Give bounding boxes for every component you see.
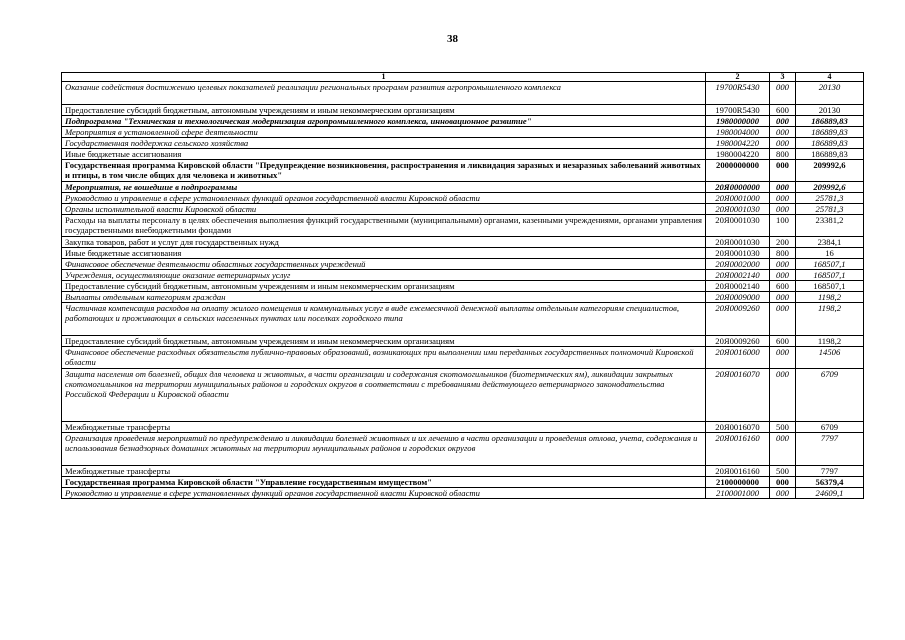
row-sum-cell: 168507,1 (796, 270, 864, 281)
row-name-cell: Закупка товаров, работ и услуг для государственных нужд (62, 237, 706, 248)
row-code-cell: 20Я0016160 (706, 466, 770, 477)
table-row (62, 248, 864, 259)
row-name-cell: Подпрограмма "Техническая и технологическая модернизация агропромышленного комплекса, инновационное развитие" (62, 116, 706, 127)
row-name-cell: Иные бюджетные ассигнования (62, 149, 706, 160)
row-sum-cell: 14506 (796, 347, 864, 369)
row-name-cell: Государственная программа Кировской области "Управление государственным имуществом" (62, 477, 706, 488)
row-sum-cell: 24609,1 (796, 488, 864, 499)
row-code-cell: 20Я0000000 (706, 182, 770, 193)
row-code-cell: 20Я0001000 (706, 193, 770, 204)
row-sum-cell: 186889,83 (796, 116, 864, 127)
table-row (62, 182, 864, 193)
row-sum-cell: 23381,2 (796, 215, 864, 237)
row-code-cell: 20Я0009260 (706, 336, 770, 347)
row-name-cell: Организация проведения мероприятий по предупреждению и ликвидации болезней животных и их лечению в части организации и проведения отлова, учета, содержания и использования безнадзорных домашних животных на территории муниципальных районов и городских округов (62, 433, 706, 466)
row-sum-cell: 209992,6 (796, 160, 864, 182)
table-row (62, 116, 864, 127)
table-row (62, 160, 864, 182)
table-header-row (62, 73, 864, 82)
table-row (62, 336, 864, 347)
row-name-cell: Предоставление субсидий бюджетным, автономным учреждениям и иным некоммерческим организациям (62, 105, 706, 116)
row-vr-cell: 000 (770, 82, 796, 105)
table-row (62, 204, 864, 215)
row-vr-cell: 000 (770, 138, 796, 149)
header-cell-name: 1 (62, 73, 706, 82)
row-sum-cell: 25781,3 (796, 193, 864, 204)
row-sum-cell: 6709 (796, 369, 864, 422)
table-row (62, 477, 864, 488)
table-row (62, 270, 864, 281)
row-name-cell: Выплаты отдельным категориям граждан (62, 292, 706, 303)
row-vr-cell: 200 (770, 237, 796, 248)
row-code-cell: 1980004000 (706, 127, 770, 138)
row-code-cell: 20Я0016070 (706, 422, 770, 433)
table-row (62, 138, 864, 149)
row-vr-cell: 000 (770, 303, 796, 336)
table-row (62, 433, 864, 466)
row-sum-cell: 16 (796, 248, 864, 259)
row-sum-cell: 25781,3 (796, 204, 864, 215)
row-name-cell: Финансовое обеспечение деятельности областных государственных учреждений (62, 259, 706, 270)
row-code-cell: 20Я0009260 (706, 303, 770, 336)
row-sum-cell: 20130 (796, 82, 864, 105)
table-row (62, 82, 864, 105)
row-vr-cell: 000 (770, 160, 796, 182)
table-row (62, 193, 864, 204)
row-code-cell: 20Я0002140 (706, 270, 770, 281)
row-sum-cell: 168507,1 (796, 281, 864, 292)
row-name-cell: Иные бюджетные ассигнования (62, 248, 706, 259)
header-cell-vr: 3 (770, 73, 796, 82)
row-vr-cell: 000 (770, 116, 796, 127)
table-row (62, 259, 864, 270)
row-vr-cell: 100 (770, 215, 796, 237)
row-vr-cell: 000 (770, 259, 796, 270)
row-sum-cell: 186889,83 (796, 138, 864, 149)
table-row (62, 127, 864, 138)
row-code-cell: 20Я0002140 (706, 281, 770, 292)
table-row (62, 488, 864, 499)
row-code-cell: 20Я0016070 (706, 369, 770, 422)
row-code-cell: 1980000000 (706, 116, 770, 127)
row-sum-cell: 2384,1 (796, 237, 864, 248)
row-code-cell: 20Я0016160 (706, 433, 770, 466)
table-row (62, 466, 864, 477)
row-code-cell: 20Я0016000 (706, 347, 770, 369)
row-code-cell: 19700R5430 (706, 105, 770, 116)
row-sum-cell: 6709 (796, 422, 864, 433)
row-sum-cell: 1198,2 (796, 336, 864, 347)
row-vr-cell: 000 (770, 204, 796, 215)
row-name-cell: Органы исполнительной власти Кировской области (62, 204, 706, 215)
row-sum-cell: 186889,83 (796, 149, 864, 160)
row-vr-cell: 000 (770, 127, 796, 138)
row-name-cell: Руководство и управление в сфере установленных функций органов государственной власти Кировской области (62, 193, 706, 204)
row-name-cell: Межбюджетные трансферты (62, 466, 706, 477)
row-sum-cell: 20130 (796, 105, 864, 116)
row-name-cell: Мероприятия в установленной сфере деятельности (62, 127, 706, 138)
table-row (62, 347, 864, 369)
row-vr-cell: 600 (770, 336, 796, 347)
row-code-cell: 1980004220 (706, 138, 770, 149)
row-name-cell: Учреждения, осуществляющие оказание ветеринарных услуг (62, 270, 706, 281)
row-code-cell: 2100001000 (706, 488, 770, 499)
row-vr-cell: 600 (770, 105, 796, 116)
row-code-cell: 1980004220 (706, 149, 770, 160)
row-sum-cell: 7797 (796, 433, 864, 466)
table-row (62, 422, 864, 433)
header-cell-code: 2 (706, 73, 770, 82)
row-name-cell: Предоставление субсидий бюджетным, автономным учреждениям и иным некоммерческим организациям (62, 281, 706, 292)
row-name-cell: Финансовое обеспечение расходных обязательств публично-правовых образований, возникающих при выполнении ими переданных государственных полномочий Кировской области (62, 347, 706, 369)
row-name-cell: Защита населения от болезней, общих для человека и животных, в части организации и содержания скотомогильников (биотермических ям), ликвидации закрытых скотомогильников на территории муниципальных районов и городских округов в соответствии с требованиями действующего ветеринарного законодательства Российской Федерации и Кировской области (62, 369, 706, 422)
row-vr-cell: 000 (770, 193, 796, 204)
row-code-cell: 20Я0001030 (706, 237, 770, 248)
table-row (62, 215, 864, 237)
row-sum-cell: 7797 (796, 466, 864, 477)
row-code-cell: 20Я0009000 (706, 292, 770, 303)
header-cell-sum: 4 (796, 73, 864, 82)
row-vr-cell: 000 (770, 347, 796, 369)
table-row (62, 303, 864, 336)
row-code-cell: 2100000000 (706, 477, 770, 488)
table-row (62, 281, 864, 292)
row-code-cell: 20Я0001030 (706, 248, 770, 259)
row-name-cell: Оказание содействия достижению целевых показателей реализации региональных программ развития агропромышленного комплекса (62, 82, 706, 105)
table-row (62, 149, 864, 160)
row-name-cell: Предоставление субсидий бюджетным, автономным учреждениям и иным некоммерческим организациям (62, 336, 706, 347)
row-vr-cell: 000 (770, 488, 796, 499)
row-name-cell: Частичная компенсация расходов на оплату жилого помещения и коммунальных услуг в виде ежемесячной денежной выплаты отдельным категориям специалистов, работающих и проживающих в сельских населенных пунктах или поселках городского типа (62, 303, 706, 336)
budget-table (61, 72, 864, 499)
row-code-cell: 19700R5430 (706, 82, 770, 105)
row-name-cell: Государственная поддержка сельского хозяйства (62, 138, 706, 149)
row-sum-cell: 56379,4 (796, 477, 864, 488)
row-vr-cell: 800 (770, 149, 796, 160)
row-name-cell: Расходы на выплаты персоналу в целях обеспечения выполнения функций государственными (муниципальными) органами, казенными учреждениями, органами управления государственными внебюджетными фондами (62, 215, 706, 237)
row-vr-cell: 800 (770, 248, 796, 259)
table-row (62, 292, 864, 303)
row-vr-cell: 000 (770, 292, 796, 303)
row-sum-cell: 168507,1 (796, 259, 864, 270)
row-sum-cell: 186889,83 (796, 127, 864, 138)
row-name-cell: Государственная программа Кировской области "Предупреждение возникновения, распространения и ликвидация заразных и незаразных заболеваний животных и птицы, в том числе общих для человека и животных" (62, 160, 706, 182)
row-code-cell: 20Я0001030 (706, 204, 770, 215)
row-sum-cell: 209992,6 (796, 182, 864, 193)
table-row (62, 105, 864, 116)
row-vr-cell: 000 (770, 369, 796, 422)
row-name-cell: Руководство и управление в сфере установленных функций органов государственной власти Кировской области (62, 488, 706, 499)
row-sum-cell: 1198,2 (796, 292, 864, 303)
row-vr-cell: 500 (770, 466, 796, 477)
row-code-cell: 20Я0001030 (706, 215, 770, 237)
row-vr-cell: 000 (770, 270, 796, 281)
row-vr-cell: 000 (770, 477, 796, 488)
row-vr-cell: 000 (770, 182, 796, 193)
row-vr-cell: 600 (770, 281, 796, 292)
row-code-cell: 2000000000 (706, 160, 770, 182)
table-row (62, 237, 864, 248)
row-name-cell: Межбюджетные трансферты (62, 422, 706, 433)
row-name-cell: Мероприятия, не вошедшие в подпрограммы (62, 182, 706, 193)
page-number: 38 (447, 33, 458, 45)
row-vr-cell: 000 (770, 433, 796, 466)
row-code-cell: 20Я0002000 (706, 259, 770, 270)
row-vr-cell: 500 (770, 422, 796, 433)
row-sum-cell: 1198,2 (796, 303, 864, 336)
table-row (62, 369, 864, 422)
